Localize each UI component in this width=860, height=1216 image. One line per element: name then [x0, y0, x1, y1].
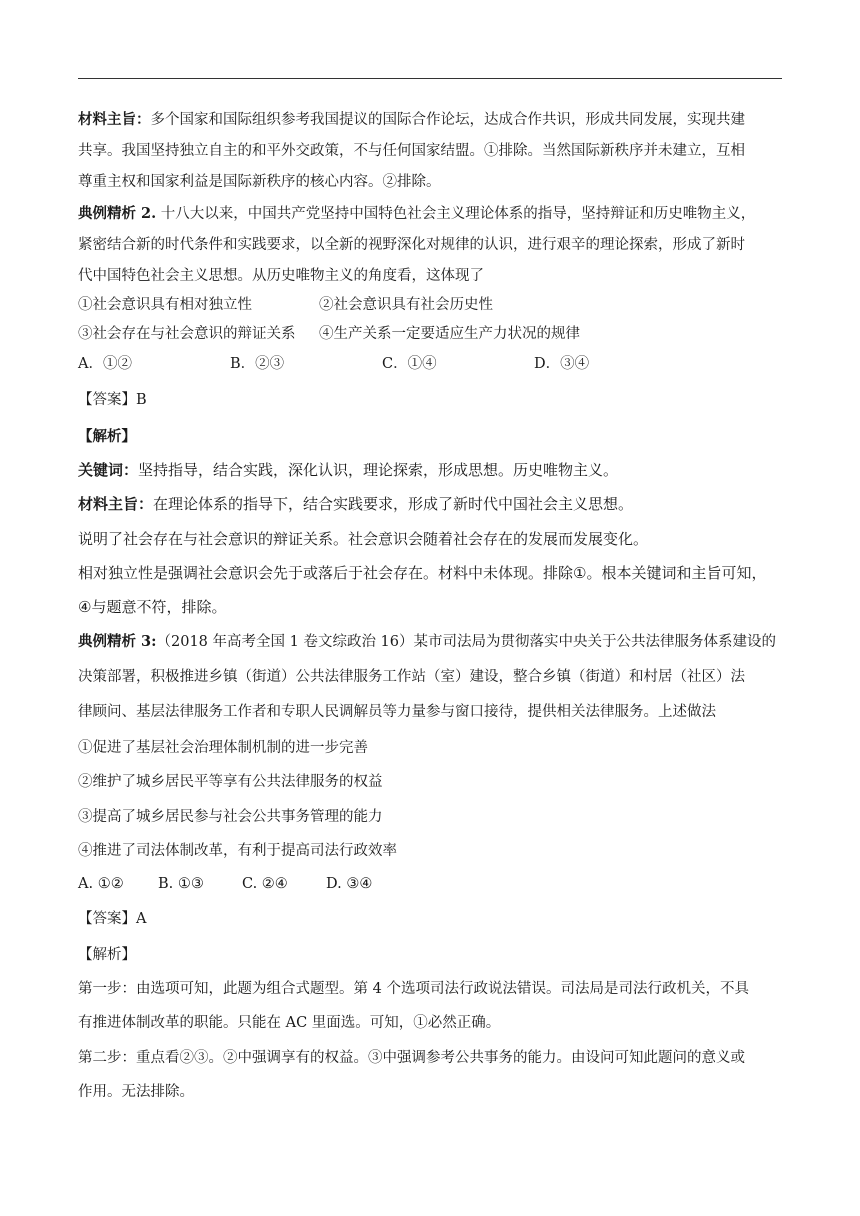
material1-line3: 尊重主权和国家利益是国际新秩序的核心内容。②排除。: [78, 174, 441, 190]
example2-option-c: C．①④: [382, 356, 437, 372]
example2-options: [78, 354, 589, 374]
example3-option-c: C. ②④: [242, 876, 288, 892]
example2-sentence1: 说明了社会存在与社会意识的辩证关系。社会意识会随着社会存在的发展而发展变化。: [78, 530, 649, 548]
material1-line2: 共享。我国坚持独立自主的和平外交政策，不与任何国家结盟。①排除。当然国际新秩序并未建立，互相: [78, 143, 745, 159]
example2-sentence3: ④与题意不符，排除。: [78, 598, 227, 616]
example3-step2-line1: 第二步：重点看②③。②中强调享有的权益。③中强调参考公共事务的能力。由设问可知此题问的意义或: [78, 1050, 745, 1066]
example3-step2-line2: 作用。无法排除。: [78, 1084, 194, 1100]
example2-item3: ③社会存在与社会意识的辩证关系: [78, 326, 296, 342]
example2-sentence2: 相对独立性是强调社会意识会先于或落后于社会存在。材料中未体现。排除①。根本关键词和主旨可知，: [78, 564, 767, 582]
example3-item4: ④推进了司法体制改革，有利于提高司法行政效率: [78, 843, 397, 859]
example3-item1: ①促进了基层社会治理体制机制的进一步完善: [78, 740, 368, 756]
example3-option-d: D. ③④: [326, 876, 373, 892]
example2-line2: 紧密结合新的时代条件和实践要求，以全新的视野深化对规律的认识，进行艰辛的理论探索，形成了新时: [78, 237, 745, 253]
example2-line3: 代中国特色社会主义思想。从历史唯物主义的角度看，这体现了: [78, 268, 484, 284]
example3-option-a: A. ①②: [78, 876, 124, 892]
example3-item2: ②维护了城乡居民平等享有公共法律服务的权益: [78, 774, 383, 790]
example2-answer: 【答案】B: [78, 392, 147, 408]
example3-item3: ③提高了城乡居民参与社会公共事务管理的能力: [78, 809, 383, 825]
example3-answer: 【答案】A: [78, 911, 147, 927]
example3-line2: 决策部署，积极推进乡镇（街道）公共法律服务工作站（室）建设，整合乡镇（街道）和村居（社区）法: [78, 669, 745, 685]
example3-option-b: B. ①③: [158, 876, 204, 892]
example3-analysis-heading: 【解析】: [78, 947, 136, 963]
example2-item1: ①社会意识具有相对独立性: [78, 297, 252, 313]
header-rule: [78, 78, 782, 79]
example3-line1: 典例精析 3:（2018 年高考全国 1 卷文综政治 16）某市司法局为贯彻落实中央关于公共法律服务体系建设的: [78, 633, 777, 650]
material2-label: 材料主旨：: [78, 495, 154, 513]
example3-label: 典例精析 3:: [78, 633, 157, 650]
example3-step1-line1: 第一步：由选项可知，此题为组合式题型。第 4 个选项司法行政说法错误。司法局是司法行政机关，不具: [78, 981, 749, 997]
example2-item4: ④生产关系一定要适应生产力状况的规律: [319, 326, 580, 342]
example2-line1: 典例精析 2. 十八大以来，中国共产党坚持中国特色社会主义理论体系的指导，坚持辩证和历史唯物主义，: [78, 205, 756, 222]
example2-items-row2: [78, 324, 580, 344]
example2-keywords: 关键词：坚持指导，结合实践，深化认识，理论探索，形成思想。历史唯物主义。: [78, 461, 619, 479]
example3-line3: 律顾问、基层法律服务工作者和专职人民调解员等力量参与窗口接待，提供相关法律服务。上述做法: [78, 704, 716, 720]
keywords-label: 关键词：: [78, 461, 139, 479]
example2-items-row1: [78, 295, 493, 315]
example2-option-d: D．③④: [534, 356, 590, 372]
material1-label: 材料主旨：: [78, 111, 151, 128]
example3-step1-line2: 有推进体制改革的职能。只能在 AC 里面选。可知，①必然正确。: [78, 1015, 501, 1031]
example2-option-a: A．①②: [78, 356, 132, 372]
example2-material: 材料主旨：在理论体系的指导下，结合实践要求，形成了新时代中国社会主义思想。: [78, 495, 634, 513]
example3-options: [78, 874, 372, 894]
example2-label: 典例精析 2.: [78, 205, 157, 222]
example2-item2: ②社会意识具有社会历史性: [319, 297, 493, 313]
example2-analysis-heading: 【解析】: [78, 428, 136, 445]
material1-line1: 材料主旨：多个国家和国际组织参考我国提议的国际合作论坛，达成合作共识，形成共同发展，实现共建: [78, 111, 745, 128]
example2-option-b: B．②③: [230, 356, 285, 372]
